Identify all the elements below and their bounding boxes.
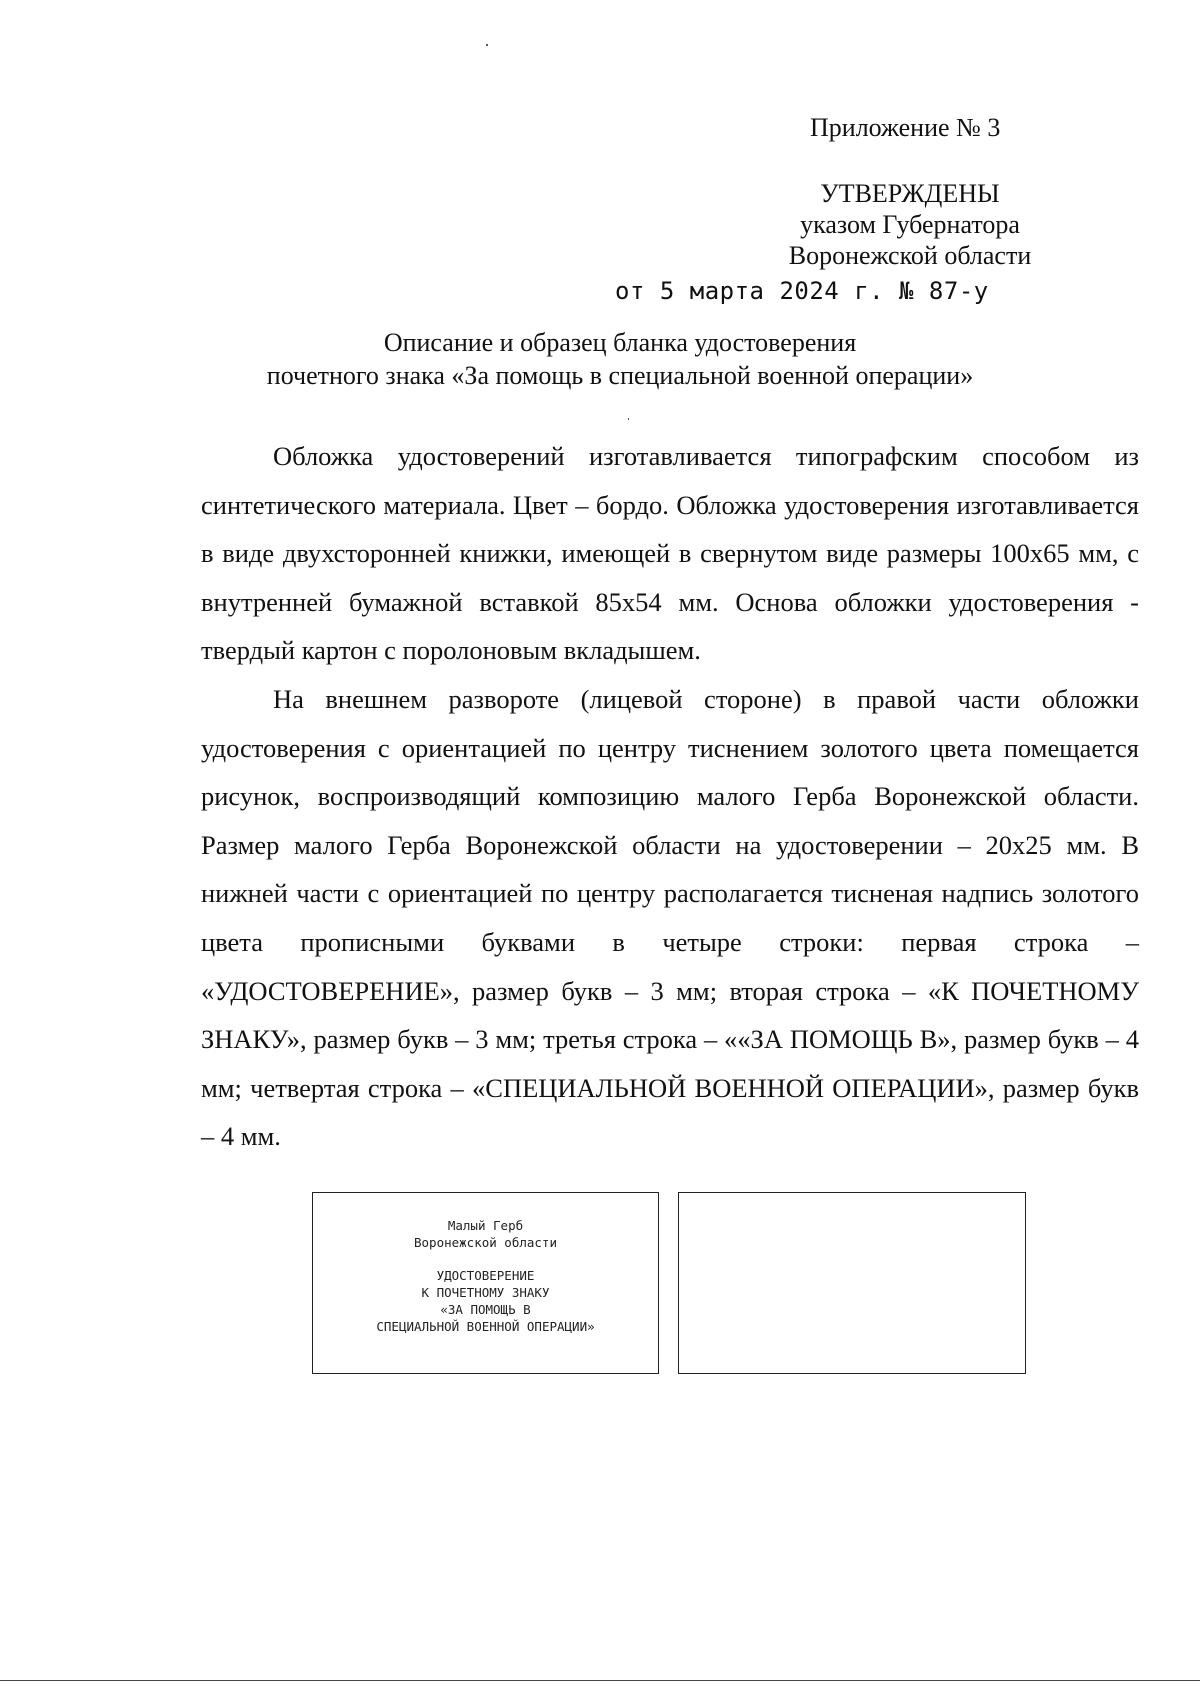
certificate-cover-front (312, 1192, 659, 1374)
inscription-line: «ЗА ПОМОЩЬ В (440, 1302, 531, 1317)
title-line: почетного знака «За помощь в специальной военной операции» (266, 361, 974, 390)
decree-line: Воронежской области (788, 241, 1032, 270)
emblem-caption: Воронежской области (414, 1235, 557, 1250)
scan-speck (486, 44, 488, 46)
approved-label: УТВЕРЖДЕНЫ (820, 179, 1000, 208)
scan-speck (628, 418, 629, 420)
decree-line: указом Губернатора (800, 210, 1020, 239)
inscription-line: СПЕЦИАЛЬНОЙ ВОЕННОЙ ОПЕРАЦИИ» (376, 1319, 595, 1334)
emblem-caption: Малый Герб (447, 1218, 524, 1233)
document-title (160, 326, 1080, 392)
body-paragraph: Обложка удостоверений изготавливается типографским способом из синтетического материала. Цвет – бордо. Обложка удостоверения изготавливается в виде двухсторонней книжки, имеющей в свернутом виде размеры 100х65 мм, с внутренней бумажной вставкой 85х54 мм. Основа обложки удостоверения - твердый картон с поролоновым вкладышем. (201, 441, 1139, 666)
decree-date-number: от 5 марта 2024 г. № 87-у (615, 277, 989, 305)
title-line: Описание и образец бланка удостоверения (383, 328, 857, 357)
appendix-number: Приложение № 3 (810, 113, 1001, 142)
spacer (313, 1251, 658, 1267)
inscription-line: УДОСТОВЕРЕНИЕ (436, 1268, 535, 1283)
document-body (201, 432, 1139, 1161)
approval-block (760, 178, 1060, 271)
certificate-cover-back (678, 1192, 1026, 1374)
scan-edge-line (0, 1680, 1200, 1681)
inscription-line: К ПОЧЕТНОМУ ЗНАКУ (421, 1285, 550, 1300)
body-paragraph: На внешнем развороте (лицевой стороне) в правой части обложки удостоверения с ориентацией по центру тиснением золотого цвета помещается рисунок, воспроизводящий композицию малого Герба Воронежской области. Размер малого Герба Воронежской области на удостоверении – 20х25 мм. В нижней части с ориентацией по центру располагается тисненая надпись золотого цвета прописными буквами в четыре строки: первая строка – «УДОСТОВЕРЕНИЕ», размер букв – 3 мм; вторая строка – «К ПОЧЕТНОМУ ЗНАКУ», размер букв – 3 мм; третья строка – ««ЗА ПОМОЩЬ В», размер букв – 4 мм; четвертая строка – «СПЕЦИАЛЬНОЙ ВОЕННОЙ ОПЕРАЦИИ», размер букв – 4 мм. (201, 683, 1139, 1152)
cover-inscription (313, 1217, 658, 1335)
